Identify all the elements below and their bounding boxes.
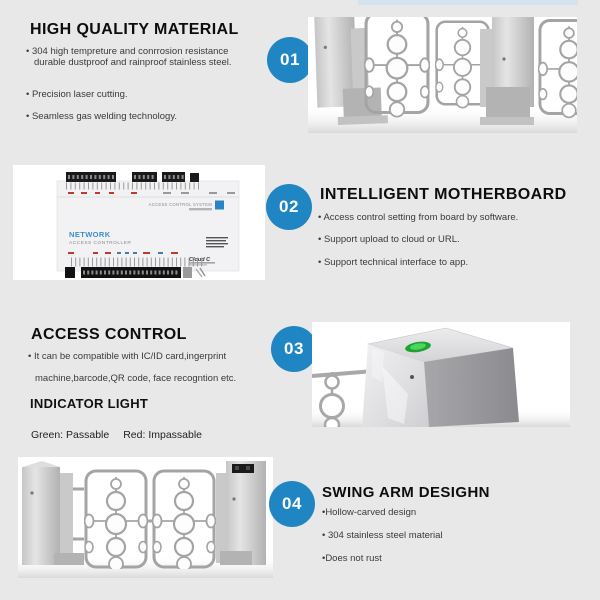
swing-barrier-illustration (308, 17, 577, 133)
photo-top-edge (358, 0, 578, 5)
section-title: ACCESS CONTROL (31, 326, 187, 343)
section-title: INTELLIGENT MOTHERBOARD (320, 186, 567, 203)
feature-bullet: • Support technical interface to app. (318, 257, 469, 268)
feature-bullet: • 304 high tempreture and conrrosion resistance durable dustproof and rainproof stainless steel. (26, 46, 232, 68)
product-photo-turnstile-cabinet (312, 322, 570, 427)
feature-bullet: •Does not rust (322, 553, 382, 564)
step-number: 04 (282, 494, 302, 513)
step-number-badge (266, 184, 312, 230)
turnstile-illustration (312, 322, 570, 427)
feature-bullet-continuation: machine,barcode,QR code, face recogntion etc. (35, 373, 237, 384)
indicator-green-label: Green: Passable (31, 428, 110, 441)
section-title: HIGH QUALITY MATERIAL (30, 21, 239, 38)
step-number-badge (267, 37, 313, 83)
step-number: 03 (284, 339, 304, 358)
motherboard-illustration (13, 165, 265, 280)
product-photo-swing-gate (18, 457, 273, 578)
indicator-red-label: Red: Impassable (123, 428, 203, 441)
step-number: 02 (279, 197, 299, 216)
feature-bullet: • Seamless gas welding technology. (26, 111, 178, 122)
section-title: SWING ARM DESIGHN (322, 484, 490, 501)
board-brand-sub: ACCESS CONTROLLER (69, 241, 132, 246)
board-logo: Cloud C (189, 257, 211, 263)
feature-bullet: • Support upload to cloud or URL. (318, 234, 460, 245)
product-photo-swing-barrier-arms (308, 17, 577, 133)
feature-bullet: • Precision laser cutting. (26, 89, 128, 100)
indicator-legend (31, 429, 202, 441)
step-number-badge (269, 481, 315, 527)
feature-bullet: •Hollow-carved design (322, 507, 417, 518)
feature-bullet: • 304 stainless steel material (322, 530, 443, 541)
board-brand: NETWORK (69, 230, 111, 239)
feature-bullet: • It can be compatible with IC/ID card,ingerprint (28, 351, 227, 362)
section-subtitle: INDICATOR LIGHT (30, 396, 149, 411)
step-number: 01 (280, 50, 300, 69)
product-photo-motherboard (13, 165, 265, 280)
swing-gate-illustration (18, 457, 273, 578)
feature-bullet: • Access control setting from board by software. (318, 212, 519, 223)
board-system-label: ACCESS CONTROL SYSTEM (148, 202, 212, 207)
step-number-badge (271, 326, 317, 372)
